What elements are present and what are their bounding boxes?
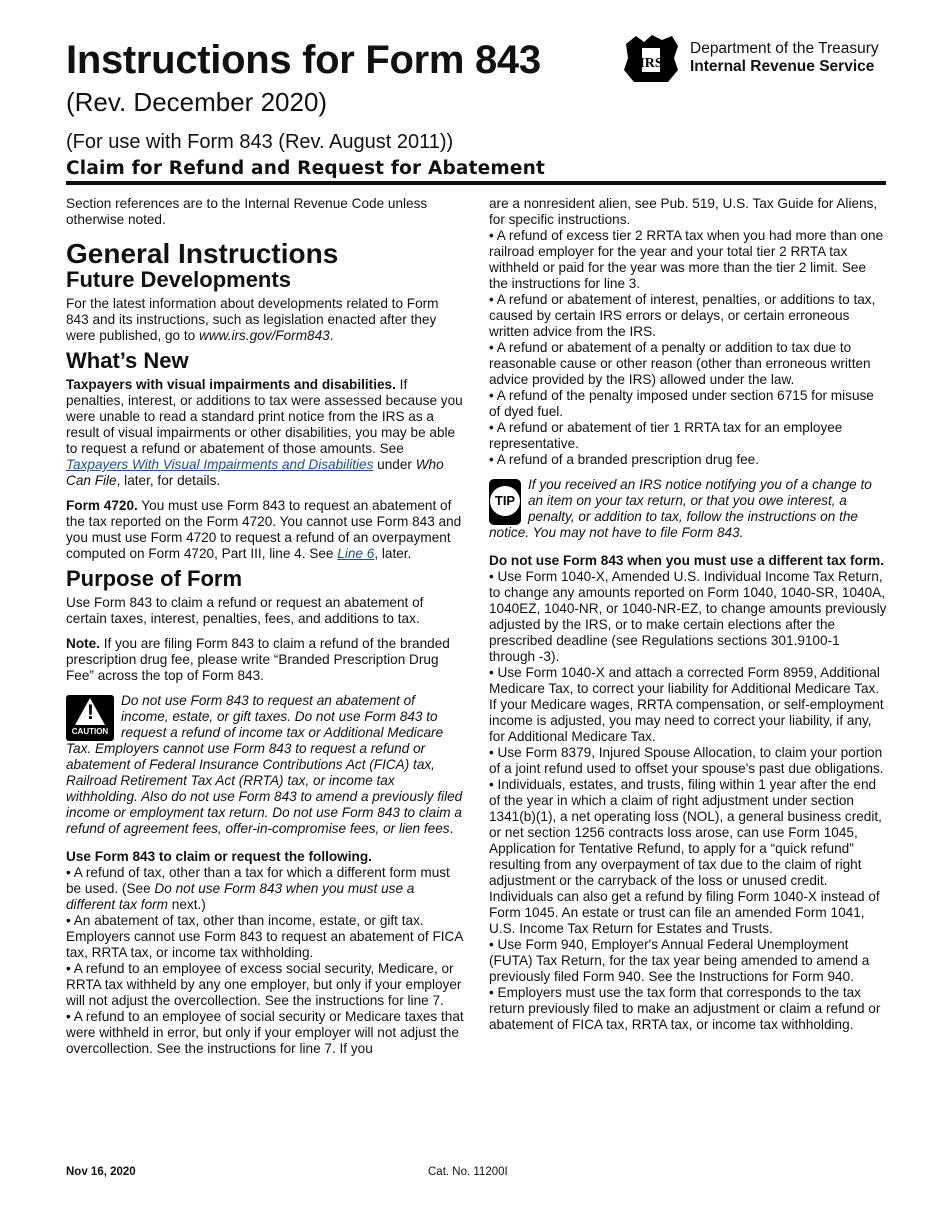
paragraph	[66, 849, 464, 865]
paragraph	[66, 961, 464, 1009]
text-run: Section references are to the Internal Revenue Code unless otherwise noted.	[66, 196, 428, 227]
paragraph	[489, 553, 887, 569]
text-run: You must use Form 843 to request an abatement of the tax reported on the Form 4720. You cannot use Form 843 and you must use Form 4720 to request a refund of an overpayment computed on Form 4720, Part III, line 4. See	[66, 498, 462, 561]
paragraph	[489, 569, 887, 665]
bold-lead-text: Note.	[66, 636, 100, 651]
paragraph	[489, 665, 887, 745]
paragraph	[66, 636, 464, 684]
paragraph	[66, 1009, 464, 1057]
text-run: Do not use Form 843 to request an abatement of income, estate, or gift taxes. Do not use Form 843 to request a refund of income tax or Additional Medicare Tax. Employers cannot use Form 843 to request a refund or abatement of Federal Insurance Contributions Act (FICA) tax, Railroad Retirement Tax Act (RRTA) tax, or income tax withholding. Also do not use Form 843 to amend a previously filed income or employment tax return. Do not use Form 843 to claim a refund of agreement fees, offer-in-compromise fees, or lien fees	[66, 693, 463, 836]
text-run: • A refund or abatement of tier 1 RRTA tax for an employee representative.	[489, 420, 843, 451]
bold-lead-text: Form 4720.	[66, 498, 138, 513]
text-run: • Individuals, estates, and trusts, filing within 1 year after the end of the year in which a claim of right adjustment under section 1341(b)(1), a net operating loss (NOL), a general business credit, or net section 1256 contracts loss arose, can use Form 1045, Application for Tentative Refund, to apply for a “quick refund” resulting from any overpayment of tax due to the claim of right adjustment or the carryback of the loss or unused credit. Individuals can also get a refund by filing Form 1040-X instead of Form 1045. An estate or trust can file an amended Form 1041, U.S. Income Tax Return for Estates and Trusts.	[489, 777, 882, 936]
text-run: • Use Form 1040-X, Amended U.S. Individual Income Tax Return, to change any amounts reported on Form 1040, 1040-SR, 1040A, 1040EZ, 1040-NR, or 1040-NR-EZ, to change amounts previously adjusted by the IRS, or to make certain elections after the prescribed deadline (see Regulations sections 301.9100-1 through -3).	[489, 569, 887, 664]
right-column	[489, 196, 887, 1033]
header-divider	[66, 181, 886, 185]
section-heading	[66, 348, 464, 373]
text-run: • A refund of tax, other than a tax for which a different form must be used. (See	[66, 865, 450, 896]
text-run: • Use Form 1040-X and attach a corrected Form 8959, Additional Medicare Tax, to correct your liability for Additional Medicare Tax. If your Medicare wages, RRTA compensation, or self-employment income is adjusted, you may need to correct your liability, if any, for Additional Medicare Tax.	[489, 665, 884, 744]
section-heading	[66, 238, 464, 269]
paragraph	[489, 228, 887, 292]
paragraph	[489, 985, 887, 1033]
text-run: www.irs.gov/Form843	[199, 328, 330, 343]
paragraph	[489, 340, 887, 388]
text-run: • A refund to an employee of social security or Medicare taxes that were withheld in error, but only if your employer will not adjust the overcollection. See the instructions for line 7. If you	[66, 1009, 464, 1056]
text-run: • A refund to an employee of excess social security, Medicare, or RRTA tax withheld by any one employer, but only if your employer will not adjust the overcollection. See the instructions for line 7.	[66, 961, 462, 1008]
text-run: For the latest information about developments related to Form 843 and its instructions, such as legislation enacted after they were published, go to	[66, 296, 439, 343]
left-column	[66, 196, 464, 1057]
section-heading	[66, 566, 464, 591]
irs-eagle-logo-icon	[622, 34, 680, 84]
section-heading	[66, 267, 464, 292]
page-title: Instructions for Form 843	[66, 38, 541, 82]
tip-callout	[489, 477, 887, 541]
text-run: Future Developments	[66, 267, 291, 292]
text-run: , later, for details.	[116, 473, 221, 488]
caution-callout	[66, 693, 464, 837]
tip-icon	[489, 479, 521, 525]
caution-label: CAUTION	[71, 727, 109, 736]
paragraph	[66, 377, 464, 489]
form-subtitle: Claim for Refund and Request for Abatement	[66, 158, 546, 179]
paragraph	[489, 420, 887, 452]
text-run: Do not use Form 843 when you must use a different tax form	[66, 881, 415, 912]
bold-lead-text: Taxpayers with visual impairments and disabilities.	[66, 377, 396, 392]
text-run: .	[329, 328, 334, 343]
bold-lead-text: Use Form 843 to claim or request the following.	[66, 849, 372, 864]
bold-lead-text: Do not use Form 843 when you must use a different tax form.	[489, 553, 885, 568]
text-run: .	[449, 821, 454, 836]
paragraph	[489, 745, 887, 777]
department-label: Department of the Treasury	[690, 40, 879, 57]
revision-date: (Rev. December 2020)	[66, 87, 328, 117]
paragraph	[66, 595, 464, 627]
catalog-number: Cat. No. 11200I	[428, 1166, 508, 1178]
cross-reference-link[interactable]: Line 6	[337, 546, 375, 561]
text-run: , later.	[374, 546, 412, 561]
text-run: next.)	[168, 897, 206, 912]
paragraph	[489, 196, 887, 228]
cross-reference-link[interactable]: Taxpayers With Visual Impairments and Disabilities	[66, 457, 374, 472]
paragraph	[489, 777, 887, 937]
text-run: If you received an IRS notice notifying you of a change to an item on your tax return, or that you owe interest, a penalty, or addition to tax, follow the instructions on the notice. You may not have to file Form 843.	[489, 477, 872, 540]
text-run: Purpose of Form	[66, 566, 243, 591]
paragraph	[66, 865, 464, 913]
agency-name	[690, 40, 879, 76]
paragraph	[66, 196, 464, 228]
text-run: If you are filing Form 843 to claim a refund of the branded prescription drug fee, please write “Branded Prescription Drug Fee” across the top of Form 843.	[66, 636, 450, 683]
text-run: • Employers must use the tax form that corresponds to the tax return previously filed to make an adjustment or claim a refund or abatement of FICA tax, RRTA tax, or income tax withholding.	[489, 985, 881, 1032]
footer-date: Nov 16, 2020	[66, 1166, 136, 1178]
agency-label: Internal Revenue Service	[690, 58, 875, 75]
text-run: Who Can File	[66, 457, 444, 488]
svg-text:IRS: IRS	[639, 56, 663, 71]
text-run: • A refund of excess tier 2 RRTA tax when you had more than one railroad employer for the year and your total tier 2 RRTA tax withheld or paid for the year was more than the tier 2 limit. See the instructions for line 3.	[489, 228, 884, 291]
for-use-note: (For use with Form 843 (Rev. August 2011))	[66, 131, 454, 153]
text-run: If penalties, interest, or additions to tax were assessed because you were unable to read a standard print notice from the IRS as a result of visual impairments or other disabilities, you may be able to request a refund or abatement of those amounts. See	[66, 377, 463, 456]
text-run: • A refund of a branded prescription drug fee.	[489, 452, 760, 467]
text-run: under	[373, 457, 416, 472]
paragraph	[66, 913, 464, 961]
text-run: • A refund or abatement of interest, penalties, or additions to tax, caused by certain IRS errors or delays, or certain erroneous written advice from the IRS.	[489, 292, 876, 339]
paragraph	[489, 937, 887, 985]
text-run: are a nonresident alien, see Pub. 519, U.S. Tax Guide for Aliens, for specific instructions.	[489, 196, 878, 227]
text-run: • Use Form 940, Employer's Annual Federal Unemployment (FUTA) Tax Return, for the tax year being amended to amend a previously filed Form 940. See the Instructions for Form 940.	[489, 937, 870, 984]
text-run: • Use Form 8379, Injured Spouse Allocation, to claim your portion of a joint refund used to offset your spouse's past due obligations.	[489, 745, 884, 776]
paragraph	[66, 498, 464, 562]
paragraph	[489, 292, 887, 340]
paragraph	[66, 296, 464, 344]
caution-icon: ! CAUTION	[66, 695, 114, 741]
paragraph	[489, 388, 887, 420]
text-run: • A refund or abatement of a penalty or addition to tax due to reasonable cause or other reason (other than erroneous written advice provided by the IRS) allowed under the law.	[489, 340, 871, 387]
text-run: What’s New	[66, 348, 189, 373]
text-run: Use Form 843 to claim a refund or request an abatement of certain taxes, interest, penalties, fees, and additions to tax.	[66, 595, 424, 626]
text-run: • A refund of the penalty imposed under section 6715 for misuse of dyed fuel.	[489, 388, 874, 419]
paragraph	[489, 452, 887, 468]
tip-label: TIP	[490, 486, 520, 516]
text-run: • An abatement of tax, other than income, estate, or gift tax. Employers cannot use Form 843 to request an abatement of FICA tax, RRTA tax, or income tax withholding.	[66, 913, 463, 960]
text-run: General Instructions	[66, 238, 339, 269]
